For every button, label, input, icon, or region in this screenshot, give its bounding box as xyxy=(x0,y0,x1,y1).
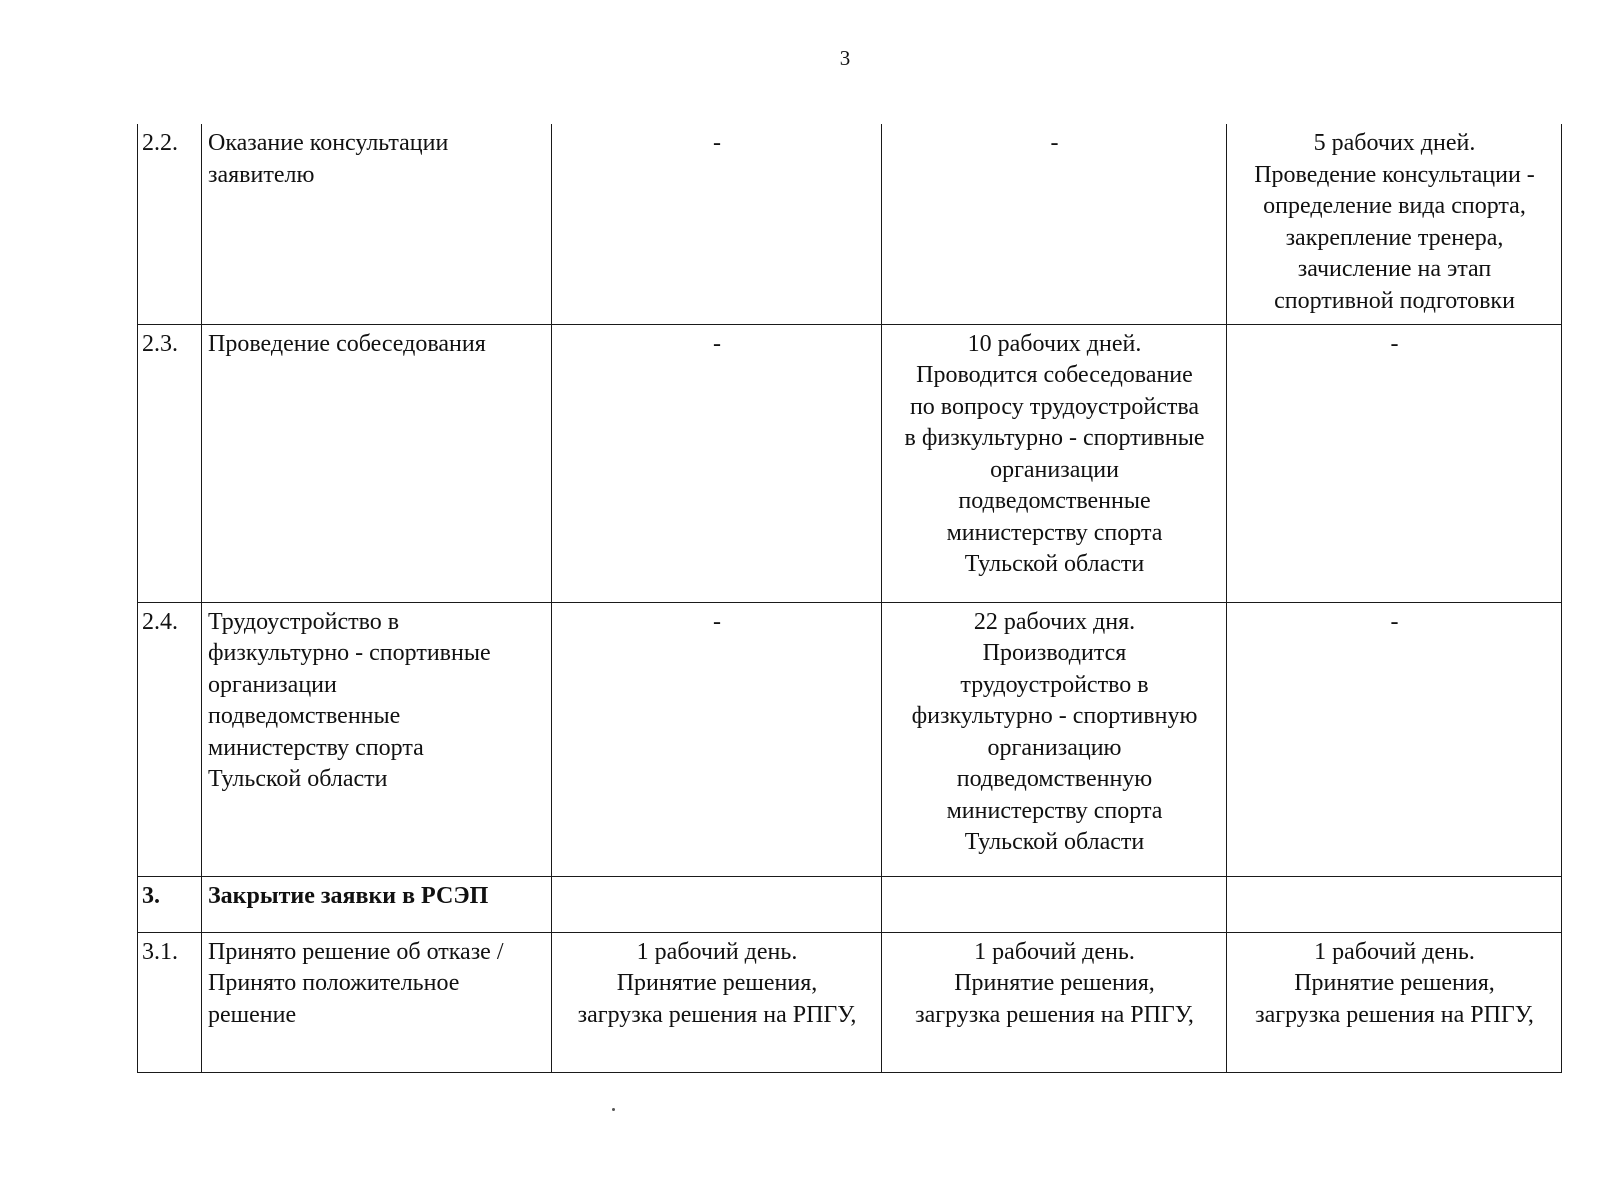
column-3-value: - xyxy=(713,608,721,635)
row-number-cell xyxy=(138,324,202,602)
procedure-name: Оказание консультации заявителю xyxy=(208,130,449,188)
row-number-cell xyxy=(138,876,202,932)
table-row-2-3 xyxy=(138,324,1562,602)
procedure-table xyxy=(137,124,1562,1073)
row-number: 3. xyxy=(142,882,160,909)
procedure-name: Трудоустройство в физкультурно - спортивные организации подведомственные министерству спорта Тульской области xyxy=(208,608,491,792)
column-5-cell xyxy=(1227,876,1562,932)
column-3-value: - xyxy=(713,330,721,357)
row-number: 3.1. xyxy=(142,938,178,965)
table-row-2-4 xyxy=(138,602,1562,876)
column-4-value: 10 рабочих дней. Проводится собеседование по вопросу трудоустройства в физкультурно - спортивные организации подведомственные министерству спорта Тульской области xyxy=(904,330,1205,577)
column-4-cell xyxy=(882,324,1227,602)
table-row-3-1 xyxy=(138,932,1562,1072)
table-row-2-2 xyxy=(138,124,1562,324)
procedure-name: Проведение собеседования xyxy=(208,330,486,357)
table-row-3 xyxy=(138,876,1562,932)
row-number: 2.2. xyxy=(142,130,178,156)
row-number-cell xyxy=(138,124,202,324)
procedure-name: Принято решение об отказе / Принято положительное решение xyxy=(208,938,504,1028)
column-3-cell xyxy=(552,124,882,324)
column-4-value: 1 рабочий день. Принятие решения, загрузка решения на РПГУ, xyxy=(915,938,1194,1028)
section-title: Закрытие заявки в РСЭП xyxy=(208,882,489,909)
row-number: 2.4. xyxy=(142,608,178,635)
column-4-cell xyxy=(882,124,1227,324)
column-3-value: 1 рабочий день. Принятие решения, загрузка решения на РПГУ, xyxy=(577,938,857,1028)
column-4-cell xyxy=(882,932,1227,1072)
column-5-value: 5 рабочих дней. Проведение консультации - определение вида спорта, закрепление тренера, зачисление на этап спортивной подготовки xyxy=(1254,130,1535,314)
column-3-cell xyxy=(552,602,882,876)
column-3-cell xyxy=(552,324,882,602)
column-5-value: 1 рабочий день. Принятие решения, загрузка решения на РПГУ, xyxy=(1255,938,1534,1028)
page-number: 3 xyxy=(839,46,851,70)
row-number: 2.3. xyxy=(142,330,178,357)
section-title-cell xyxy=(202,876,552,932)
column-4-cell xyxy=(882,602,1227,876)
column-5-value: - xyxy=(1390,608,1399,635)
procedure-name-cell xyxy=(202,602,552,876)
column-3-cell xyxy=(552,876,882,932)
column-4-cell xyxy=(882,876,1227,932)
scan-speck xyxy=(612,1108,615,1111)
column-5-cell xyxy=(1227,932,1562,1072)
column-5-cell xyxy=(1227,602,1562,876)
column-5-cell xyxy=(1227,124,1562,324)
row-number-cell xyxy=(138,932,202,1072)
column-3-cell xyxy=(552,932,882,1072)
column-3-value: - xyxy=(713,130,721,156)
column-4-value: 22 рабочих дня. Производится трудоустройство в физкультурно - спортивную организацию подведомственную министерству спорта Тульской области xyxy=(911,608,1198,855)
column-5-cell xyxy=(1227,324,1562,602)
column-4-value: - xyxy=(1050,130,1059,156)
procedure-name-cell xyxy=(202,932,552,1072)
row-number-cell xyxy=(138,602,202,876)
procedure-name-cell xyxy=(202,124,552,324)
procedure-name-cell xyxy=(202,324,552,602)
column-5-value: - xyxy=(1390,330,1399,357)
